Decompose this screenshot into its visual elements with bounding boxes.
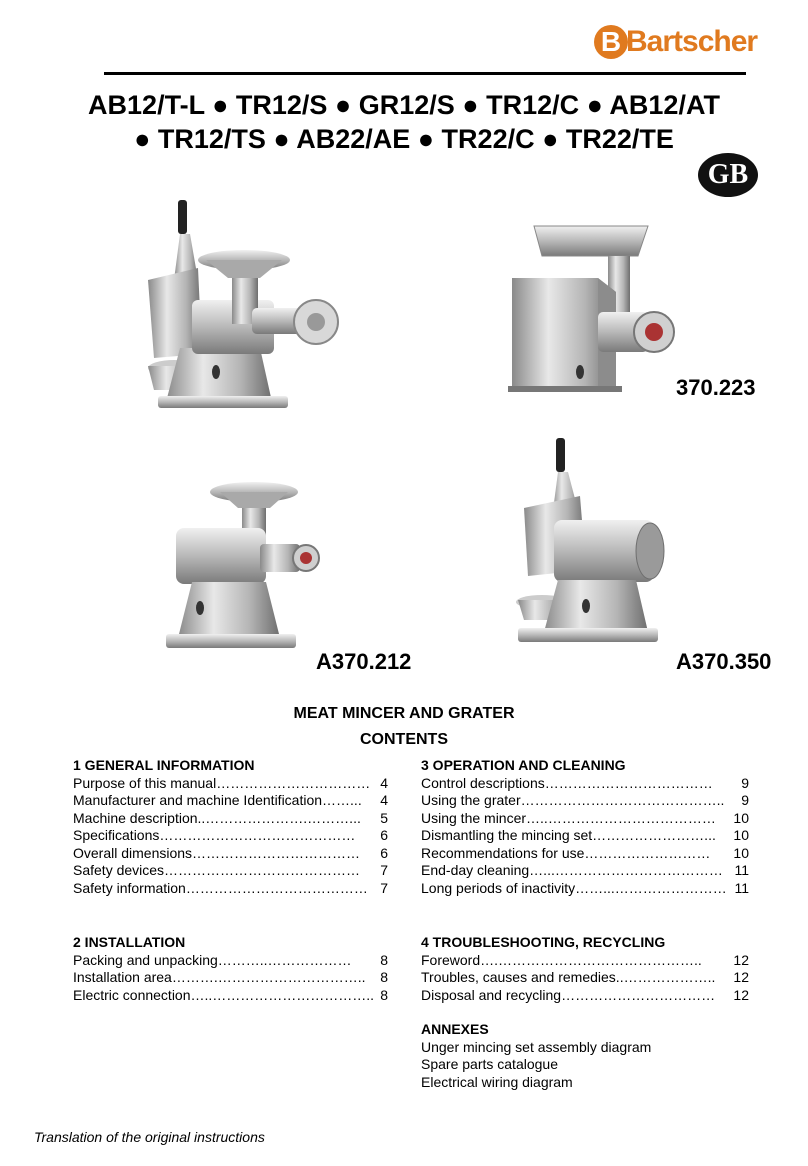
toc-entry[interactable] (73, 810, 388, 828)
toc-entry[interactable] (421, 827, 749, 845)
toc-entry[interactable] (421, 792, 749, 810)
toc-entry[interactable] (421, 987, 749, 1005)
toc-entry[interactable] (73, 862, 388, 880)
toc-section-title: 2 INSTALLATION (73, 934, 186, 950)
contents-heading: CONTENTS (360, 731, 448, 748)
toc-entry[interactable] (73, 845, 388, 863)
toc-entry-page: 4 (380, 774, 388, 791)
toc-entry-label: Control descriptions……………………………… (421, 774, 713, 791)
toc-entry-label: Purpose of this manual…………………………… (73, 774, 371, 791)
brand-name: Bartscher (626, 25, 758, 58)
toc-section (73, 757, 388, 897)
language-badge: GB (698, 153, 758, 197)
box-mincer-image (498, 222, 678, 402)
toc-entry[interactable] (73, 987, 388, 1005)
toc-entry-label: Manufacturer and machine Identification……... (73, 792, 362, 808)
toc-entry-label: Using the mincer…..……………………………… (421, 809, 716, 826)
toc-section (73, 934, 388, 1004)
toc-entry-label: Installation area……….………………………….. (73, 969, 366, 985)
toc-entry-label: Safety devices…………………………………… (73, 862, 361, 878)
annex-entry[interactable]: Spare parts catalogue (421, 1056, 558, 1072)
toc-entry-label: Safety information………………………………… (73, 879, 368, 896)
toc-entry-label: Electric connection…..…………………………….. (73, 986, 375, 1003)
toc-entry-page: 11 (734, 862, 749, 878)
toc-entry-page: 6 (380, 844, 388, 861)
toc-entry-label: Overall dimensions……………………………… (73, 844, 361, 861)
toc-entry-label: Long periods of inactivity……...…………………… (421, 879, 727, 896)
toc-entry-label: Disposal and recycling…………………………… (421, 986, 716, 1003)
toc-entry[interactable] (73, 827, 388, 845)
toc-entry-page: 8 (380, 969, 388, 985)
toc-right-column (421, 757, 749, 1091)
toc-entry-page: 10 (733, 827, 749, 843)
toc-entry-label: Recommendations for use……………………… (421, 844, 711, 861)
toc-entry[interactable] (421, 845, 749, 863)
footer-note: Translation of the original instructions (34, 1129, 265, 1145)
title-line-2: ● TR12/TS ● AB22/AE ● TR22/C ● TR22/TE (134, 124, 674, 154)
toc-section (421, 757, 749, 897)
toc-entry[interactable] (73, 880, 388, 898)
toc-section (421, 934, 749, 1004)
mincer-image (162, 478, 322, 656)
toc-entry[interactable] (73, 952, 388, 970)
toc-section (421, 1021, 749, 1091)
model-label-370-223: 370.223 (676, 375, 756, 400)
document-heading: MEAT MINCER AND GRATER (293, 705, 515, 722)
toc-entry-page: 10 (733, 844, 749, 861)
bartscher-logo (594, 20, 757, 64)
toc-entry-label: Dismantling the mincing set……………………... (421, 827, 716, 843)
title-line-1: AB12/T-L ● TR12/S ● GR12/S ● TR12/C ● AB12/AT (88, 90, 720, 120)
toc-entry-page: 8 (380, 986, 388, 1003)
toc-entry-label: Machine description..………………….………... (73, 809, 361, 826)
toc-entry-page: 10 (733, 809, 749, 826)
toc-entry[interactable] (421, 810, 749, 828)
toc-entry-page: 11 (734, 879, 749, 896)
toc-section-title: 4 TROUBLESHOOTING, RECYCLING (421, 934, 666, 950)
toc-entry-page: 5 (380, 809, 388, 826)
toc-entry-page: 7 (380, 862, 388, 878)
toc-entry[interactable] (421, 880, 749, 898)
model-label-a370-350: A370.350 (676, 649, 772, 674)
toc-entry-page: 12 (733, 986, 749, 1003)
annex-entry[interactable]: Electrical wiring diagram (421, 1073, 573, 1090)
toc-entry[interactable] (421, 775, 749, 793)
toc-entry[interactable] (73, 969, 388, 987)
toc-entry-page: 12 (733, 969, 749, 985)
toc-entry-label: Using the grater…………………………………….. (421, 792, 725, 808)
toc-section-title: ANNEXES (421, 1021, 489, 1037)
toc-entry-page: 12 (733, 951, 749, 968)
toc-entry-label: Specifications…………………………………… (73, 827, 356, 843)
header-rule (104, 72, 746, 75)
toc-entry[interactable] (73, 775, 388, 793)
toc-entry-label: End-day cleaning…...……………………………… (421, 862, 723, 878)
toc-entry-label: Troubles, causes and remedies..……………….. (421, 969, 716, 985)
toc-entry-label: Foreword….…………………………………….. (421, 951, 702, 968)
grater-image (514, 436, 666, 648)
toc-entry-label: Packing and unpacking………..……………… (73, 951, 352, 968)
toc-entry-page: 6 (380, 827, 388, 843)
toc-entry-page: 9 (741, 774, 749, 791)
toc-entry-page: 4 (380, 792, 388, 808)
annex-entry[interactable]: Unger mincing set assembly diagram (421, 1038, 652, 1055)
model-label-a370-212: A370.212 (316, 649, 412, 674)
toc-entry[interactable] (73, 792, 388, 810)
toc-entry[interactable] (421, 969, 749, 987)
logo-mark-icon: B (594, 25, 628, 59)
toc-entry[interactable] (421, 862, 749, 880)
toc-section-title: 3 OPERATION AND CLEANING (421, 757, 626, 773)
toc-entry-page: 9 (741, 792, 749, 808)
toc-entry[interactable] (421, 952, 749, 970)
toc-left-column (73, 757, 388, 1004)
toc-entry-page: 8 (380, 951, 388, 968)
toc-section-title: 1 GENERAL INFORMATION (73, 757, 255, 773)
mincer-grater-image (140, 198, 350, 416)
toc-entry-page: 7 (380, 879, 388, 896)
